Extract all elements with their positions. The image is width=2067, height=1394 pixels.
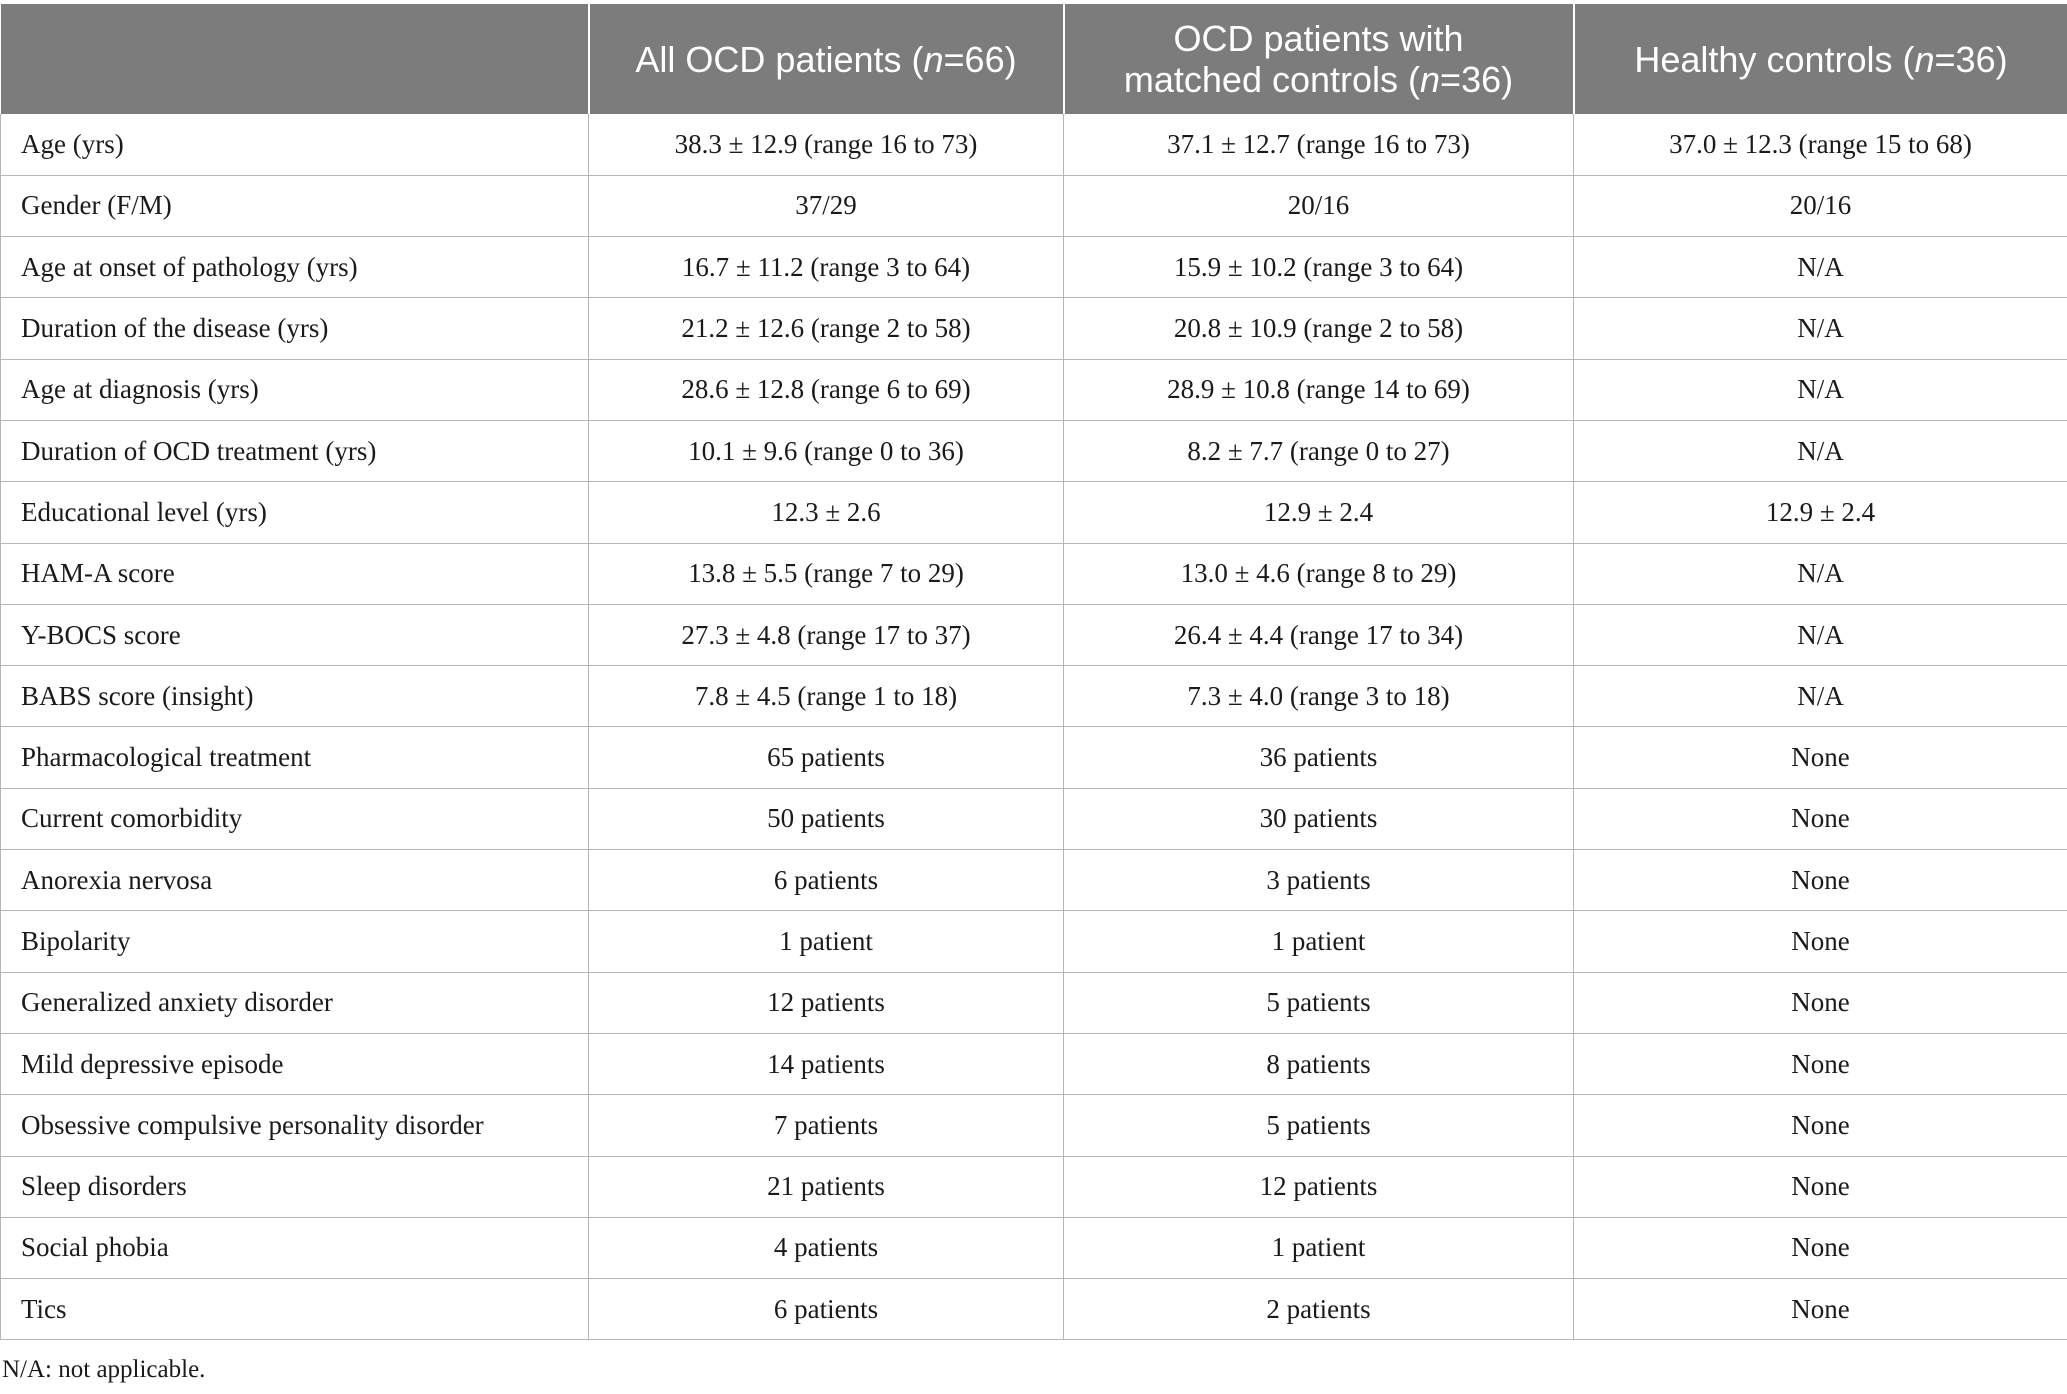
ocd-matched-value: 20/16 bbox=[1064, 175, 1574, 236]
table-row bbox=[1, 114, 2067, 175]
ocd-matched-value: 3 patients bbox=[1064, 850, 1574, 911]
row-label: Age at onset of pathology (yrs) bbox=[1, 237, 589, 298]
healthy-controls-value: N/A bbox=[1574, 237, 2067, 298]
healthy-controls-value: None bbox=[1574, 972, 2067, 1033]
table-row bbox=[1, 1217, 2067, 1278]
table-row bbox=[1, 1095, 2067, 1156]
all-ocd-value: 7 patients bbox=[589, 1095, 1064, 1156]
healthy-controls-value: None bbox=[1574, 727, 2067, 788]
all-ocd-value: 27.3 ± 4.8 (range 17 to 37) bbox=[589, 604, 1064, 665]
all-ocd-value: 7.8 ± 4.5 (range 1 to 18) bbox=[589, 666, 1064, 727]
header-n-var: n bbox=[1420, 59, 1441, 100]
header-text: Healthy controls ( bbox=[1634, 38, 1915, 80]
all-ocd-value: 13.8 ± 5.5 (range 7 to 29) bbox=[589, 543, 1064, 604]
healthy-controls-value: N/A bbox=[1574, 543, 2067, 604]
healthy-controls-value: N/A bbox=[1574, 604, 2067, 665]
all-ocd-value: 21.2 ± 12.6 (range 2 to 58) bbox=[589, 298, 1064, 359]
ocd-matched-value: 8.2 ± 7.7 (range 0 to 27) bbox=[1064, 420, 1574, 481]
table-row bbox=[1, 482, 2067, 543]
ocd-matched-value: 5 patients bbox=[1064, 1095, 1574, 1156]
all-ocd-value: 6 patients bbox=[589, 1279, 1064, 1340]
healthy-controls-value: N/A bbox=[1574, 298, 2067, 359]
ocd-matched-value: 30 patients bbox=[1064, 788, 1574, 849]
all-ocd-value: 38.3 ± 12.9 (range 16 to 73) bbox=[589, 114, 1064, 175]
table-row bbox=[1, 175, 2067, 236]
healthy-controls-value: None bbox=[1574, 850, 2067, 911]
header-text: OCD patients with bbox=[1173, 18, 1464, 59]
header-all-ocd-patients bbox=[589, 4, 1064, 114]
row-label: Tics bbox=[1, 1279, 589, 1340]
healthy-controls-value: None bbox=[1574, 1033, 2067, 1094]
table-row bbox=[1, 788, 2067, 849]
row-label: Anorexia nervosa bbox=[1, 850, 589, 911]
healthy-controls-value: None bbox=[1574, 788, 2067, 849]
ocd-matched-value: 36 patients bbox=[1064, 727, 1574, 788]
all-ocd-value: 6 patients bbox=[589, 850, 1064, 911]
healthy-controls-value: N/A bbox=[1574, 666, 2067, 727]
table-row bbox=[1, 420, 2067, 481]
healthy-controls-value: 20/16 bbox=[1574, 175, 2067, 236]
all-ocd-value: 37/29 bbox=[589, 175, 1064, 236]
row-label: Educational level (yrs) bbox=[1, 482, 589, 543]
row-label: Y-BOCS score bbox=[1, 604, 589, 665]
healthy-controls-value: None bbox=[1574, 1095, 2067, 1156]
header-healthy-controls bbox=[1574, 4, 2067, 114]
table-row bbox=[1, 298, 2067, 359]
ocd-matched-value: 12.9 ± 2.4 bbox=[1064, 482, 1574, 543]
ocd-matched-value: 15.9 ± 10.2 (range 3 to 64) bbox=[1064, 237, 1574, 298]
row-label: Current comorbidity bbox=[1, 788, 589, 849]
row-label: Generalized anxiety disorder bbox=[1, 972, 589, 1033]
header-text-end: =36) bbox=[1934, 38, 2008, 80]
row-label: Gender (F/M) bbox=[1, 175, 589, 236]
all-ocd-value: 21 patients bbox=[589, 1156, 1064, 1217]
healthy-controls-value: None bbox=[1574, 1156, 2067, 1217]
ocd-matched-value: 2 patients bbox=[1064, 1279, 1574, 1340]
ocd-matched-value: 1 patient bbox=[1064, 1217, 1574, 1278]
healthy-controls-value: None bbox=[1574, 1217, 2067, 1278]
table-body bbox=[1, 114, 2067, 1340]
all-ocd-value: 50 patients bbox=[589, 788, 1064, 849]
all-ocd-value: 12.3 ± 2.6 bbox=[589, 482, 1064, 543]
ocd-matched-value: 1 patient bbox=[1064, 911, 1574, 972]
header-n-var: n bbox=[1914, 38, 1935, 80]
all-ocd-value: 4 patients bbox=[589, 1217, 1064, 1278]
row-label: HAM-A score bbox=[1, 543, 589, 604]
ocd-matched-value: 8 patients bbox=[1064, 1033, 1574, 1094]
ocd-matched-value: 12 patients bbox=[1064, 1156, 1574, 1217]
header-text: All OCD patients ( bbox=[635, 38, 924, 80]
ocd-matched-value: 37.1 ± 12.7 (range 16 to 73) bbox=[1064, 114, 1574, 175]
ocd-matched-value: 26.4 ± 4.4 (range 17 to 34) bbox=[1064, 604, 1574, 665]
row-label: Duration of OCD treatment (yrs) bbox=[1, 420, 589, 481]
table-row bbox=[1, 666, 2067, 727]
healthy-controls-value: None bbox=[1574, 911, 2067, 972]
header-text-end: =36) bbox=[1440, 59, 1514, 100]
row-label: Bipolarity bbox=[1, 911, 589, 972]
row-label: Age at diagnosis (yrs) bbox=[1, 359, 589, 420]
table-header bbox=[1, 4, 2067, 114]
table-row bbox=[1, 727, 2067, 788]
ocd-matched-value: 5 patients bbox=[1064, 972, 1574, 1033]
healthy-controls-value: 37.0 ± 12.3 (range 15 to 68) bbox=[1574, 114, 2067, 175]
row-label: Obsessive compulsive personality disorder bbox=[1, 1095, 589, 1156]
healthy-controls-value: 12.9 ± 2.4 bbox=[1574, 482, 2067, 543]
table-row bbox=[1, 359, 2067, 420]
table-row bbox=[1, 1279, 2067, 1340]
row-label: Mild depressive episode bbox=[1, 1033, 589, 1094]
header-n-var: n bbox=[923, 38, 944, 80]
all-ocd-value: 28.6 ± 12.8 (range 6 to 69) bbox=[589, 359, 1064, 420]
table-row bbox=[1, 237, 2067, 298]
table-row bbox=[1, 543, 2067, 604]
all-ocd-value: 1 patient bbox=[589, 911, 1064, 972]
table-row bbox=[1, 604, 2067, 665]
row-label: Social phobia bbox=[1, 1217, 589, 1278]
row-label: Sleep disorders bbox=[1, 1156, 589, 1217]
footnote: N/A: not applicable. bbox=[2, 1356, 206, 1383]
ocd-matched-value: 13.0 ± 4.6 (range 8 to 29) bbox=[1064, 543, 1574, 604]
row-label: Pharmacological treatment bbox=[1, 727, 589, 788]
all-ocd-value: 65 patients bbox=[589, 727, 1064, 788]
header-text-end: =66) bbox=[943, 38, 1017, 80]
all-ocd-value: 10.1 ± 9.6 (range 0 to 36) bbox=[589, 420, 1064, 481]
ocd-matched-value: 7.3 ± 4.0 (range 3 to 18) bbox=[1064, 666, 1574, 727]
header-text-2: matched controls ( bbox=[1123, 59, 1421, 100]
table-row bbox=[1, 972, 2067, 1033]
healthy-controls-value: N/A bbox=[1574, 359, 2067, 420]
row-label: Duration of the disease (yrs) bbox=[1, 298, 589, 359]
header-empty-cell bbox=[1, 4, 589, 114]
all-ocd-value: 12 patients bbox=[589, 972, 1064, 1033]
row-label: Age (yrs) bbox=[1, 114, 589, 175]
table-row bbox=[1, 1033, 2067, 1094]
demographics-table bbox=[0, 4, 2067, 1340]
ocd-matched-value: 28.9 ± 10.8 (range 14 to 69) bbox=[1064, 359, 1574, 420]
table-row bbox=[1, 911, 2067, 972]
table-row bbox=[1, 1156, 2067, 1217]
all-ocd-value: 16.7 ± 11.2 (range 3 to 64) bbox=[589, 237, 1064, 298]
healthy-controls-value: N/A bbox=[1574, 420, 2067, 481]
row-label: BABS score (insight) bbox=[1, 666, 589, 727]
healthy-controls-value: None bbox=[1574, 1279, 2067, 1340]
header-row bbox=[1, 4, 2067, 114]
header-ocd-matched bbox=[1064, 4, 1574, 114]
ocd-matched-value: 20.8 ± 10.9 (range 2 to 58) bbox=[1064, 298, 1574, 359]
table-row bbox=[1, 850, 2067, 911]
all-ocd-value: 14 patients bbox=[589, 1033, 1064, 1094]
